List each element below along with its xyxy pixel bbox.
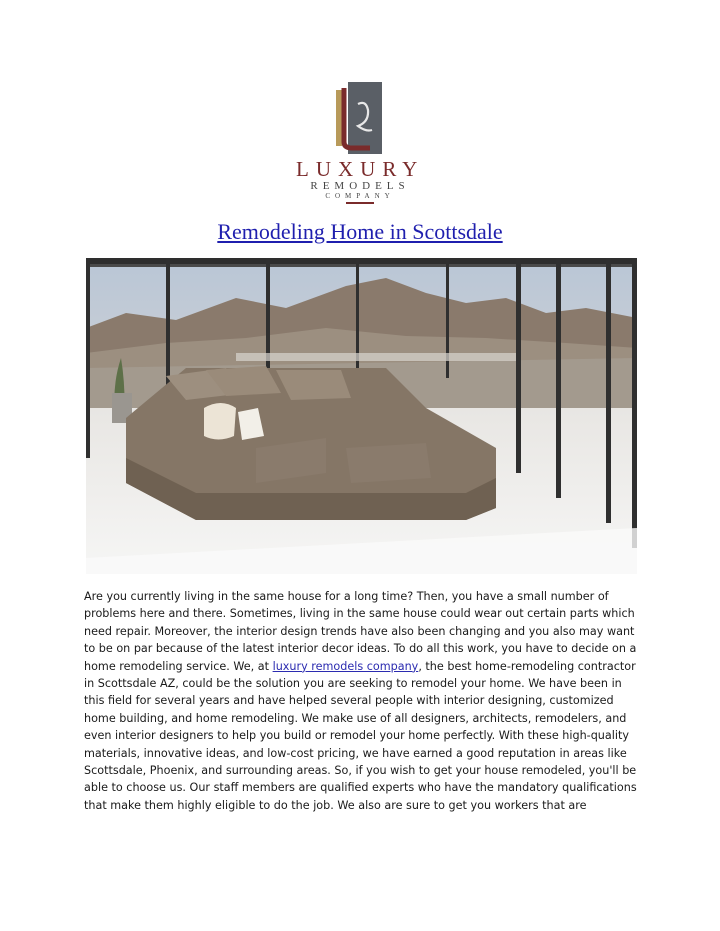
title-link[interactable]: Remodeling Home in Scottsdale xyxy=(217,219,503,244)
logo-monogram-icon xyxy=(336,82,382,154)
company-link[interactable]: luxury remodels company xyxy=(272,659,419,673)
page-title xyxy=(0,218,720,246)
logo-subtitle: REMODELS xyxy=(310,180,410,192)
logo-wordmark: LUXURY xyxy=(296,157,425,181)
paragraph xyxy=(84,588,640,814)
living-room-photo-icon xyxy=(86,258,637,574)
body-paragraph xyxy=(84,588,640,814)
company-logo xyxy=(296,82,424,206)
logo-divider xyxy=(346,202,374,204)
paragraph-text-2: , the best home-remodeling contractor in Scottsdale AZ, could be the solution you are seeking to remodel your home. We have been in this field for several years and have helped several people with interior designing, customized home building, and home remodeling. We make use of all designers, architects, remodelers, and even interior designers to help you build or remodel your home perfectly. With these high-quality materials, innovative ideas, and low-cost pricing, we have earned a good reputation in areas like Scottsdale, Phoenix, and surrounding areas. So, if you wish to get your house remodeled, you'll be able to choose us. Our staff members are qualified experts who have the mandatory qualifications that make them highly eligible to do the job. We also are sure to get you workers that are xyxy=(84,659,637,812)
paragraph-text-1: Are you currently living in the same house for a long time? Then, you have a small number of problems here and there. Sometimes, living in the same house could wear out certain parts which need repair. Moreover, the interior design trends have also been changing and you also may want to be on par because of the latest interior decor ideas. To do all this work, you have to decide on a home remodeling service. We, at xyxy=(84,590,637,673)
hero-image xyxy=(86,258,637,574)
logo-subtitle-company: COMPANY xyxy=(325,192,395,200)
